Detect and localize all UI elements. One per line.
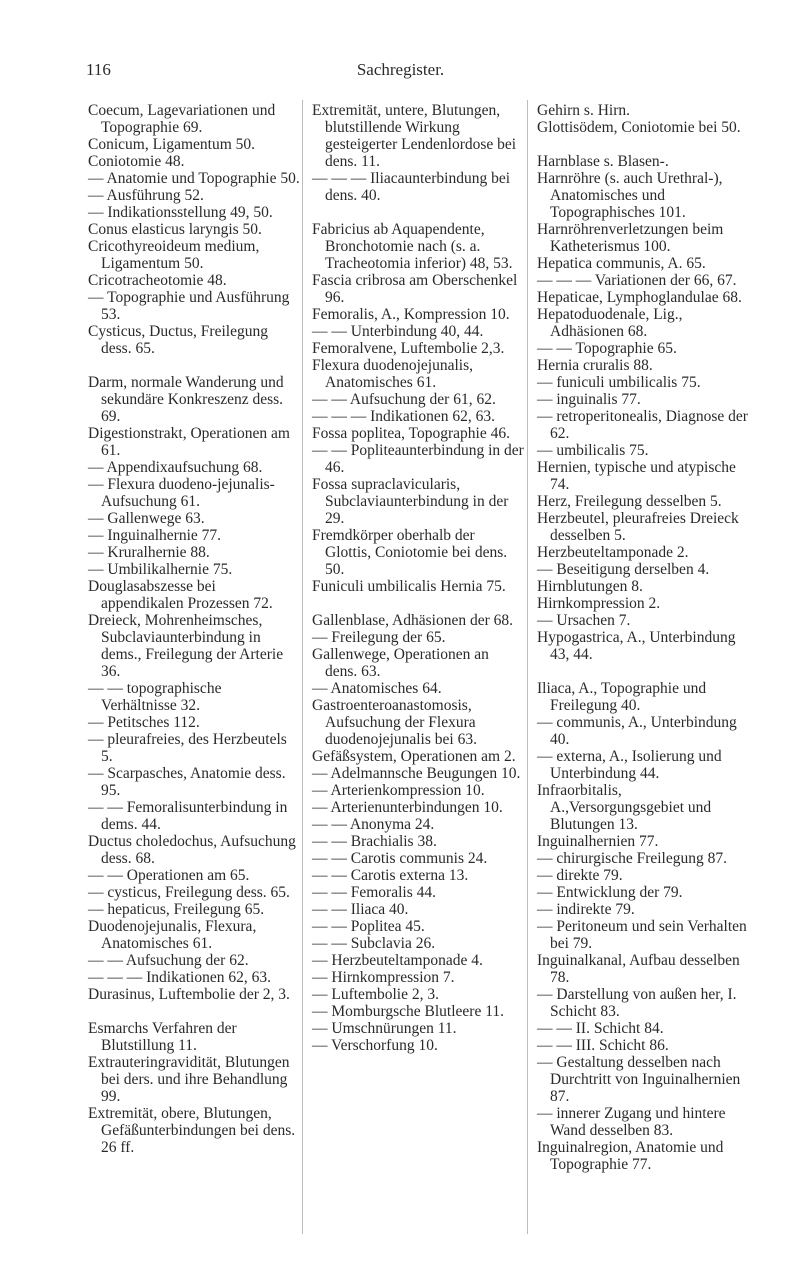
index-entry: — Flexura duodeno-jejunalis-Aufsuchung 61. [88,476,275,510]
index-entry: Douglasabszesse bei appendikalen Prozessen 72. [88,578,273,612]
page-number: 116 [86,60,111,79]
index-entry: — communis, A., Unterbindung 40. [537,714,737,748]
index-entry: — direkte 79. [537,867,623,884]
index-entry: Darm, normale Wanderung und sekundäre Konkreszenz dess. 69. [88,374,284,425]
index-entry: Herz, Freilegung desselben 5. [537,493,722,510]
index-entry: — Gallenwege 63. [88,510,205,527]
index-entry: — Ausführung 52. [88,187,204,204]
index-entry: Gefäßsystem, Operationen am 2. [312,748,516,765]
index-entry: — — Carotis communis 24. [312,850,488,867]
index-entry: Gallenblase, Adhäsionen der 68. [312,612,514,629]
index-entry: Coniotomie 48. [88,153,185,170]
index-entry: Durasinus, Luftembolie der 2, 3. [88,986,290,1003]
column-divider-right [527,100,528,1234]
index-entry: — innerer Zugang und hintere Wand desselben 83. [537,1105,726,1139]
index-entry: — Peritoneum und sein Verhalten bei 79. [537,918,747,952]
index-entry: Dreieck, Mohrenheimsches, Subclaviaunterbindung in dems., Freilegung der Arterie 36. [88,612,284,680]
index-entry: Harnröhrenverletzungen beim Katheterismus 100. [537,221,724,255]
index-entry: — inguinalis 77. [537,391,641,408]
index-entry: Fossa supraclavicularis, Subclaviaunterbindung in der 29. [312,476,509,527]
index-entry: — Umbilikalhernie 75. [88,561,233,578]
index-entry: Cricotracheotomie 48. [88,272,227,289]
index-entry: Conus elasticus laryngis 50. [88,221,262,238]
index-entry: Hepatica communis, A. 65. [537,255,706,272]
index-entry: — Gestaltung desselben nach Durchtritt von Inguinalhernien 87. [537,1054,741,1105]
index-entry: Herzbeutel, pleurafreies Dreieck desselben 5. [537,510,739,544]
index-entry: Conicum, Ligamentum 50. [88,136,256,153]
index-entry: — Verschorfung 10. [312,1037,438,1054]
index-entry: — — II. Schicht 84. [537,1020,664,1037]
index-entry: Flexura duodenojejunalis, Anatomisches 61. [312,357,473,391]
index-entry: Inguinalhernien 77. [537,833,659,850]
index-entry: Femoralvene, Luftembolie 2,3. [312,340,505,357]
index-entry: Fascia cribrosa am Oberschenkel 96. [312,272,518,306]
index-entry: Hernien, typische und atypische 74. [537,459,736,493]
index-entry: Gastroenteroanastomosis, Aufsuchung der Flexura duodenojejunalis bei 63. [312,697,477,748]
index-entry: Herzbeuteltamponade 2. [537,544,689,561]
index-entry: — Scarpasches, Anatomie dess. 95. [88,765,286,799]
index-entry: Funiculi umbilicalis Hernia 75. [312,578,506,595]
index-entry: — Freilegung der 65. [312,629,446,646]
index-entry: — Petitsches 112. [88,714,200,731]
index-entry: Gehirn s. Hirn. [537,102,630,119]
index-entry: Hepatoduodenale, Lig., Adhäsionen 68. [537,306,683,340]
index-entry: Iliaca, A., Topographie und Freilegung 40. [537,680,707,714]
index-entry: Ductus choledochus, Aufsuchung dess. 68. [88,833,296,867]
index-entry: — — Brachialis 38. [312,833,437,850]
index-entry: — — Aufsuchung der 62. [88,952,249,969]
index-entry: — cysticus, Freilegung dess. 65. [88,884,290,901]
index-entry: Hernia cruralis 88. [537,357,653,374]
index-entry: Esmarchs Verfahren der Blutstillung 11. [88,1020,237,1054]
index-entry: — — — Iliacaunterbindung bei dens. 40. [312,170,511,204]
index-entry: — Herzbeuteltamponade 4. [312,952,483,969]
index-entry: — Topographie und Ausführung 53. [88,289,290,323]
index-entry: — Appendixaufsuchung 68. [88,459,263,476]
index-entry: — — Unterbindung 40, 44. [312,323,484,340]
index-entry: — — Femoralisunterbindung in dems. 44. [88,799,288,833]
index-entry: Duodenojejunalis, Flexura, Anatomisches 61. [88,918,257,952]
index-column-1 [88,102,300,1156]
index-entry: Inguinalregion, Anatomie und Topographie 77. [537,1139,724,1173]
index-entry: — pleurafreies, des Herzbeutels 5. [88,731,287,765]
index-entry: — Anatomisches 64. [312,680,442,697]
index-entry: — Inguinalhernie 77. [88,527,222,544]
index-entry: — umbilicalis 75. [537,442,649,459]
index-entry: — Indikationsstellung 49, 50. [88,204,273,221]
index-entry: — Entwicklung der 79. [537,884,683,901]
index-entry: — — Aufsuchung der 61, 62. [312,391,496,408]
index-entry: — Luftembolie 2, 3. [312,986,439,1003]
index-entry: Inguinalkanal, Aufbau desselben 78. [537,952,740,986]
index-entry: Fossa poplitea, Topographie 46. [312,425,510,442]
index-entry: — Hirnkompression 7. [312,969,455,986]
index-entry: Coecum, Lagevariationen und Topographie 69. [88,102,276,136]
index-entry: — — III. Schicht 86. [537,1037,669,1054]
index-entry: Extremität, obere, Blutungen, Gefäßunterbindungen bei dens. 26 ff. [88,1105,296,1156]
index-entry: Hirnblutungen 8. [537,578,643,595]
index-entry: Hypogastrica, A., Unterbindung 43, 44. [537,629,736,663]
page-title: Sachregister. [356,60,445,79]
index-entry: — Arterienunterbindungen 10. [312,799,503,816]
index-entry: — Arterienkompression 10. [312,782,485,799]
index-entry: Hirnkompression 2. [537,595,661,612]
index-entry: — — — Variationen der 66, 67. [537,272,737,289]
index-entry: — retroperitonealis, Diagnose der 62. [537,408,748,442]
index-entry: — indirekte 79. [537,901,635,918]
index-entry: — — — Indikationen 62, 63. [312,408,495,425]
index-column-3 [537,102,755,1173]
index-entry: — Darstellung von außen her, I. Schicht 83. [537,986,737,1020]
index-entry: — — Subclavia 26. [312,935,436,952]
index-entry: — funiculi umbilicalis 75. [537,374,701,391]
index-entry: — Beseitigung derselben 4. [537,561,710,578]
index-entry: — — Topographie 65. [537,340,677,357]
index-entry: — Ursachen 7. [537,612,631,629]
index-entry: — — Operationen am 65. [88,867,250,884]
index-entry: — — Anonyma 24. [312,816,435,833]
index-entry: — Adelmannsche Beugungen 10. [312,765,521,782]
index-column-2 [312,102,524,1054]
index-entry: Gallenwege, Operationen an dens. 63. [312,646,489,680]
index-entry: — — Iliaca 40. [312,901,409,918]
index-entry: — chirurgische Freilegung 87. [537,850,727,867]
index-entry: — Kruralhernie 88. [88,544,210,561]
index-entry: Infraorbitalis, A.,Versorgungsgebiet und Blutungen 13. [537,782,712,833]
index-entry: — — Femoralis 44. [312,884,436,901]
index-entry: Fabricius ab Aquapendente, Bronchotomie nach (s. a. Tracheotomia inferior) 48, 53. [312,221,513,272]
index-entry: — — Poplitea 45. [312,918,425,935]
index-entry: Extrauteringravidität, Blutungen bei ders. und ihre Behandlung 99. [88,1054,290,1105]
index-entry: — Anatomie und Topographie 50. [88,170,300,187]
index-entry: Digestionstrakt, Operationen am 61. [88,425,290,459]
index-entry: Harnröhre (s. auch Urethral-), Anatomisches und Topographisches 101. [537,170,723,221]
index-entry: Cricothyreoideum medium, Ligamentum 50. [88,238,260,272]
index-entry: — Momburgsche Blutleere 11. [312,1003,504,1020]
column-divider-left [302,100,303,1234]
index-entry: Extremität, untere, Blutungen, blutstillende Wirkung gesteigerter Lendenlordose bei dens. 11. [312,102,517,170]
index-entry: — — — Indikationen 62, 63. [88,969,271,986]
index-entry: Harnblase s. Blasen-. [537,153,669,170]
index-entry: — Umschnürungen 11. [312,1020,457,1037]
index-entry: Femoralis, A., Kompression 10. [312,306,510,323]
index-entry: — externa, A., Isolierung und Unterbindung 44. [537,748,722,782]
index-entry: Glottisödem, Coniotomie bei 50. [537,119,741,136]
index-entry: Fremdkörper oberhalb der Glottis, Coniotomie bei dens. 50. [312,527,508,578]
index-entry: Cysticus, Ductus, Freilegung dess. 65. [88,323,268,357]
index-entry: — — Popliteaunterbindung in der 46. [312,442,524,476]
index-entry: Hepaticae, Lymphoglandulae 68. [537,289,742,306]
index-entry: — — Carotis externa 13. [312,867,469,884]
index-entry: — — topographische Verhältnisse 32. [88,680,222,714]
index-entry: — hepaticus, Freilegung 65. [88,901,265,918]
